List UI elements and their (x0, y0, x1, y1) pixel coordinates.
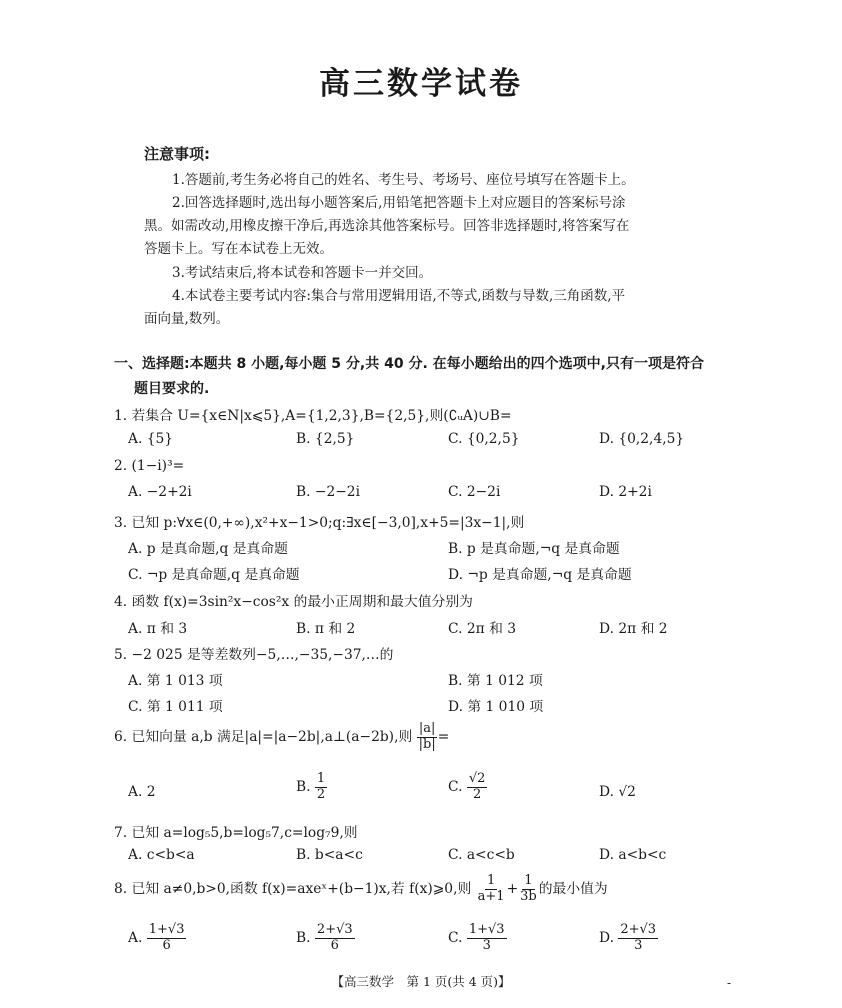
q6-fraction-numerator: |a| (418, 721, 436, 736)
fraction-denominator: 6 (330, 937, 339, 953)
q3-option-a: A. p 是真命题,q 是真命题 (128, 541, 288, 557)
q2-option-c: C. 2−2i (448, 484, 501, 500)
fraction-numerator: √2 (468, 771, 486, 786)
q8-option-b (296, 923, 355, 954)
question-6-stem (114, 722, 449, 753)
question-8-stem (114, 874, 608, 905)
q8-stem-tail: 的最小值为 (538, 880, 608, 897)
note-line: 黑。如需改动,用橡皮擦干净后,再选涂其他答案标号。回答非选择题时,将答案写在 (144, 218, 630, 234)
fraction-denominator: 3b (520, 888, 537, 904)
q3-option-d: D. ¬p 是真命题,¬q 是真命题 (448, 567, 632, 583)
q8-option-c-fraction (467, 923, 507, 954)
q8-option-b-fraction (315, 923, 355, 954)
fraction-denominator: a+1 (477, 888, 505, 904)
q7-option-a: A. c<b<a (128, 847, 195, 863)
q6-fraction (417, 722, 438, 753)
page-footer: 【高三数学 第 1 页(共 4 页)】 (331, 974, 511, 989)
q1-option-c: C. {0,2,5} (448, 431, 520, 447)
q3-option-b: B. p 是真命题,¬q 是真命题 (448, 541, 620, 557)
q8-option-c-label: C. (448, 929, 463, 946)
q5-option-d: D. 第 1 010 项 (448, 699, 544, 715)
fraction-denominator: 3 (482, 937, 491, 953)
q7-option-d: D. a<b<c (599, 847, 667, 863)
q6-option-a: A. 2 (128, 784, 156, 800)
note-line: 面向量,数列。 (144, 311, 230, 327)
q4-option-d: D. 2π 和 2 (599, 621, 668, 637)
q8-option-d-label: D. (599, 929, 614, 946)
q2-option-d: D. 2+2i (599, 484, 652, 500)
q8-stem-text: 8. 已知 a≠0,b>0,函数 f(x)=axeˣ+(b−1)x,若 f(x)⩾0,则 (114, 880, 472, 897)
q8-option-c (448, 923, 507, 954)
q8-plus: + (506, 880, 519, 897)
question-1-stem: 1. 若集合 U={x∈N|x⩽5},A={1,2,3},B={2,5},则(∁ᵤA)∪B= (114, 408, 512, 424)
fraction-denominator: 2 (316, 786, 326, 802)
fraction-numerator: 1 (316, 771, 326, 786)
q8-option-a-fraction (147, 923, 187, 954)
q6-option-c-fraction (467, 772, 488, 803)
q6-option-d: D. √2 (599, 784, 636, 800)
q8-option-d-fraction (618, 923, 658, 954)
q5-option-a: A. 第 1 013 项 (128, 673, 223, 689)
note-line: 2.回答选择题时,选出每小题答案后,用铅笔把答题卡上对应题目的答案标号涂 (172, 195, 626, 211)
q1-option-d: D. {0,2,4,5} (599, 431, 685, 447)
page-title: 高三数学试卷 (319, 66, 523, 102)
section-heading: 一、选择题:本题共 8 小题,每小题 5 分,共 40 分. 在每小题给出的四个选项中,只有一项是符合 (114, 356, 704, 372)
fraction-numerator: 1+√3 (468, 922, 505, 937)
question-2-stem: 2. (1−i)³= (114, 458, 185, 474)
q5-option-b: B. 第 1 012 项 (448, 673, 543, 689)
q2-option-a: A. −2+2i (128, 484, 192, 500)
fraction-numerator: 1+√3 (148, 922, 185, 937)
q4-option-c: C. 2π 和 3 (448, 621, 517, 637)
q8-option-b-label: B. (296, 929, 311, 946)
q7-option-c: C. a<c<b (448, 847, 515, 863)
q6-option-b-label: B. (296, 778, 311, 795)
question-5-stem: 5. −2 025 是等差数列−5,…,−35,−37,…的 (114, 647, 394, 663)
q5-option-c: C. 第 1 011 项 (128, 699, 223, 715)
question-4-stem: 4. 函数 f(x)=3sin²x−cos²x 的最小正周期和最大值分别为 (114, 594, 473, 610)
note-line: 4.本试卷主要考试内容:集合与常用逻辑用语,不等式,函数与导数,三角函数,平 (172, 288, 626, 304)
fraction-numerator: 2+√3 (316, 922, 353, 937)
question-7-stem: 7. 已知 a=log₅5,b=log₅7,c=log₇9,则 (114, 825, 358, 841)
q6-stem-tail: = (437, 728, 450, 745)
q8-option-a-label: A. (128, 929, 143, 946)
q1-option-a: A. {5} (128, 431, 174, 447)
note-line: 答题卡上。写在本试卷上无效。 (144, 241, 333, 257)
note-line: 1.答题前,考生务必将自己的姓名、考生号、考场号、座位号填写在答题卡上。 (172, 172, 635, 188)
q6-option-b-fraction (315, 772, 327, 803)
footer-mark: - (727, 976, 732, 990)
q4-option-a: A. π 和 3 (128, 621, 188, 637)
q3-option-c: C. ¬p 是真命题,q 是真命题 (128, 567, 300, 583)
q2-option-b: B. −2−2i (296, 484, 360, 500)
q6-option-b (296, 772, 327, 803)
fraction-denominator: 6 (162, 937, 171, 953)
fraction-denominator: 3 (634, 937, 643, 953)
q6-fraction-denominator: |b| (418, 736, 436, 752)
q8-fraction-1 (476, 874, 507, 905)
q4-option-b: B. π 和 2 (296, 621, 356, 637)
section-heading-cont: 题目要求的. (134, 381, 210, 397)
note-line: 3.考试结束后,将本试卷和答题卡一并交回。 (172, 265, 433, 281)
fraction-numerator: 2+√3 (620, 922, 657, 937)
q8-fraction-2 (518, 874, 539, 905)
q7-option-b: B. b<a<c (296, 847, 363, 863)
fraction-numerator: 1 (486, 873, 496, 888)
question-3-stem: 3. 已知 p:∀x∈(0,+∞),x²+x−1>0;q:∃x∈[−3,0],x+5=|3x−1|,则 (114, 515, 525, 531)
fraction-denominator: 2 (472, 786, 482, 802)
q1-option-b: B. {2,5} (296, 431, 355, 447)
fraction-numerator: 1 (524, 873, 533, 888)
q6-stem-text: 6. 已知向量 a,b 满足|a|=|a−2b|,a⊥(a−2b),则 (114, 728, 413, 745)
q6-option-c-label: C. (448, 778, 463, 795)
q6-option-c (448, 772, 487, 803)
notes-heading: 注意事项: (144, 145, 210, 163)
q8-option-d (599, 923, 658, 954)
q8-option-a (128, 923, 186, 954)
